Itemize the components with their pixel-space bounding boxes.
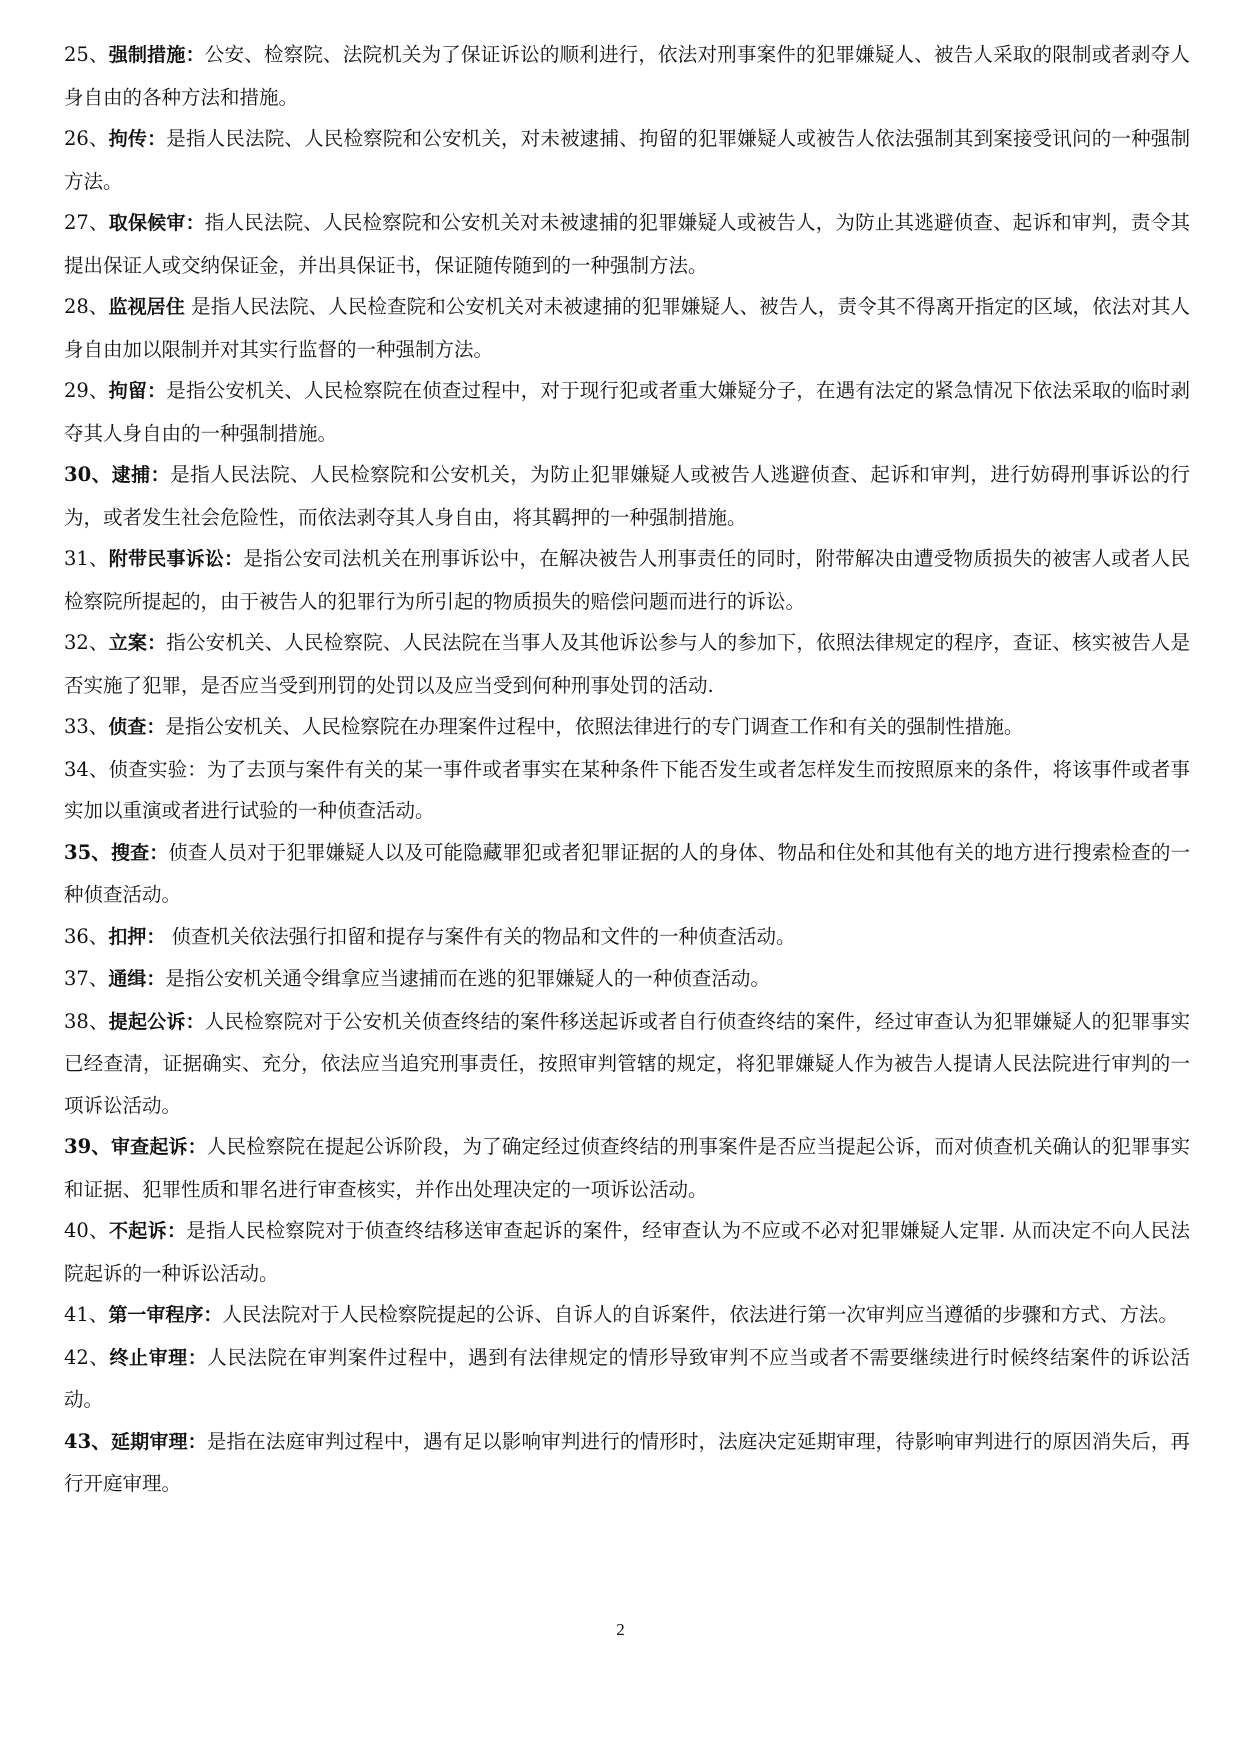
entry-number: 38、 <box>64 1009 109 1033</box>
entry-definition: 公安、检察院、法院机关为了保证诉讼的顺利进行，依法对刑事案件的犯罪嫌疑人、被告人采取的限制或者剥夺人身自由的各种方法和措施。 <box>64 43 1190 109</box>
entry-number: 30、 <box>64 463 112 486</box>
entry-number: 34、 <box>64 757 109 781</box>
entry-number: 25、 <box>64 43 109 66</box>
entry-term: 附带民事诉讼： <box>108 548 244 570</box>
entry-term: 扣押： <box>108 925 166 948</box>
entry-definition: 是指人民检察院对于侦查终结移送审查起诉的案件，经审查认为不应或不必对犯罪嫌疑人定罪. 从而决定不向人民法院起诉的一种诉讼活动。 <box>64 1219 1190 1285</box>
entry-term: 延期审理： <box>110 1430 207 1453</box>
glossary-entry <box>64 1421 1190 1505</box>
entry-term: 搜查： <box>110 841 169 864</box>
entry-term: 拘传： <box>108 128 167 150</box>
entry-term: 第一审程序： <box>108 1304 223 1326</box>
entry-definition: 侦查机关依法强行扣留和提存与案件有关的物品和文件的一种侦查活动。 <box>165 924 796 948</box>
entry-number: 26、 <box>64 127 109 150</box>
glossary-entry <box>64 1001 1190 1127</box>
glossary-entry <box>64 1294 1190 1337</box>
entry-definition: 人民检察院对于公安机关侦查终结的案件移送起诉或者自行侦查终结的案件，经过审查认为犯罪嫌疑人的犯罪事实已经查清，证据确实、充分，依法应当追究刑事责任，按照审判管辖的规定，将犯罪嫌疑人作为被告人提请人民法院进行审判的一项诉讼活动。 <box>64 1009 1190 1117</box>
entry-definition: 是指在法庭审判过程中，遇有足以影响审判进行的情形时，法庭决定延期审理，待影响审判进行的原因消失后，再行开庭审理。 <box>64 1429 1190 1495</box>
glossary-entry <box>64 622 1190 706</box>
entry-number: 35、 <box>64 840 111 864</box>
glossary-entry <box>64 370 1190 454</box>
entry-number: 43、 <box>64 1429 111 1453</box>
entry-definition: 是指公安机关、人民检察院在办理案件过程中，依照法律进行的专门调查工作和有关的强制性措施。 <box>165 715 1024 738</box>
glossary-entry <box>64 538 1190 622</box>
entry-term: 取保候审： <box>108 212 205 234</box>
glossary-entry <box>64 286 1190 370</box>
entry-definition: 侦查人员对于犯罪嫌疑人以及可能隐藏罪犯或者犯罪证据的人的身体、物品和住处和其他有关的地方进行搜索检查的一种侦查活动。 <box>64 840 1190 906</box>
glossary-entry <box>64 832 1190 916</box>
glossary-entry <box>64 916 1190 959</box>
entry-number: 37、 <box>64 967 109 990</box>
entry-number: 28、 <box>64 295 109 318</box>
glossary-entry <box>64 118 1190 202</box>
entry-definition: 指公安机关、人民检察院、人民法院在当事人及其他诉讼参与人的参加下，依照法律规定的程序，查证、核实被告人是否实施了犯罪，是否应当受到刑罚的处罚以及应当受到何种刑事处罚的活动. <box>64 631 1190 697</box>
entry-term: 逮捕： <box>111 464 171 486</box>
entry-term: 终止审理： <box>109 1346 208 1369</box>
entry-definition: 是指人民法院、人民检察院和公安机关，为防止犯罪嫌疑人或被告人逃避侦查、起诉和审判，进行妨碍刑事诉讼的行为，或者发生社会危险性，而依法剥夺其人身自由，将其羁押的一种强制措施。 <box>64 463 1190 529</box>
glossary-entry <box>64 454 1190 538</box>
entry-definition: 是指公安机关通令缉拿应当逮捕而在逃的犯罪嫌疑人的一种侦查活动。 <box>165 967 770 990</box>
glossary-entry <box>64 34 1190 118</box>
glossary-entry <box>64 1337 1190 1421</box>
glossary-entry <box>64 1210 1190 1294</box>
entry-term: 立案： <box>108 632 167 654</box>
glossary-entry <box>64 706 1190 749</box>
entry-term: 监视居住 <box>108 296 185 318</box>
entry-term: 强制措施： <box>108 44 205 66</box>
entry-number: 33、 <box>64 715 109 738</box>
entry-number: 40、 <box>64 1219 109 1242</box>
entry-term: 通缉： <box>108 968 166 990</box>
entry-definition: 是指公安司法机关在刑事诉讼中，在解决被告人刑事责任的同时，附带解决由遭受物质损失的被害人或者人民检察院所提起的，由于被告人的犯罪行为所引起的物质损失的赔偿问题而进行的诉讼。 <box>64 547 1190 613</box>
entry-definition: 是指人民法院、人民检察院和公安机关，对未被逮捕、拘留的犯罪嫌疑人或被告人依法强制其到案接受讯问的一种强制方法。 <box>64 127 1190 193</box>
page-number: 2 <box>616 1620 625 1639</box>
entry-number: 29、 <box>64 379 109 402</box>
entry-number: 42、 <box>64 1345 110 1369</box>
entry-term: 不起诉： <box>108 1220 187 1242</box>
entry-number: 27、 <box>64 211 109 234</box>
entry-term: 侦查： <box>108 716 166 738</box>
entry-number: 36、 <box>64 924 109 948</box>
glossary-entry <box>64 749 1190 832</box>
entry-definition: 人民检察院在提起公诉阶段，为了确定经过侦查终结的刑事案件是否应当提起公诉，而对侦查机关确认的犯罪事实和证据、犯罪性质和罪名进行审查核实，并作出处理决定的一项诉讼活动。 <box>64 1135 1190 1201</box>
entry-term: 审查起诉： <box>110 1136 207 1158</box>
entry-term: 侦查实验： <box>108 757 207 781</box>
entry-term: 提起公诉： <box>108 1010 205 1033</box>
entry-definition: 是指公安机关、人民检察院在侦查过程中，对于现行犯或者重大嫌疑分子，在遇有法定的紧急情况下依法采取的临时剥夺其人身自由的一种强制措施。 <box>64 379 1190 445</box>
entry-definition: 为了去顶与案件有关的某一事件或者事实在某种条件下能否发生或者怎样发生而按照原来的条件，将该事件或者事实加以重演或者进行试验的一种侦查活动。 <box>64 757 1190 822</box>
entry-number: 31、 <box>64 547 109 570</box>
entry-number: 39、 <box>64 1135 111 1158</box>
document-body <box>64 34 1190 1505</box>
entry-term: 拘留： <box>108 380 167 402</box>
entry-number: 32、 <box>64 631 109 654</box>
entry-definition: 指人民法院、人民检察院和公安机关对未被逮捕的犯罪嫌疑人或被告人，为防止其逃避侦查、起诉和审判，责令其提出保证人或交纳保证金，并出具保证书，保证随传随到的一种强制方法。 <box>64 211 1190 277</box>
entry-definition: 人民法院在审判案件过程中，遇到有法律规定的情形导致审判不应当或者不需要继续进行时候终结案件的诉讼活动。 <box>64 1345 1190 1411</box>
glossary-entry <box>64 958 1190 1001</box>
glossary-entry <box>64 202 1190 286</box>
entry-definition: 人民法院对于人民检察院提起的公诉、自诉人的自诉案件，依法进行第一次审判应当遵循的步骤和方式、方法。 <box>222 1303 1178 1326</box>
entry-number: 41、 <box>64 1303 109 1326</box>
entry-definition: 是指人民法院、人民检查院和公安机关对未被逮捕的犯罪嫌疑人、被告人，责令其不得离开指定的区域，依法对其人身自由加以限制并对其实行监督的一种强制方法。 <box>64 295 1190 361</box>
glossary-entry <box>64 1126 1190 1210</box>
